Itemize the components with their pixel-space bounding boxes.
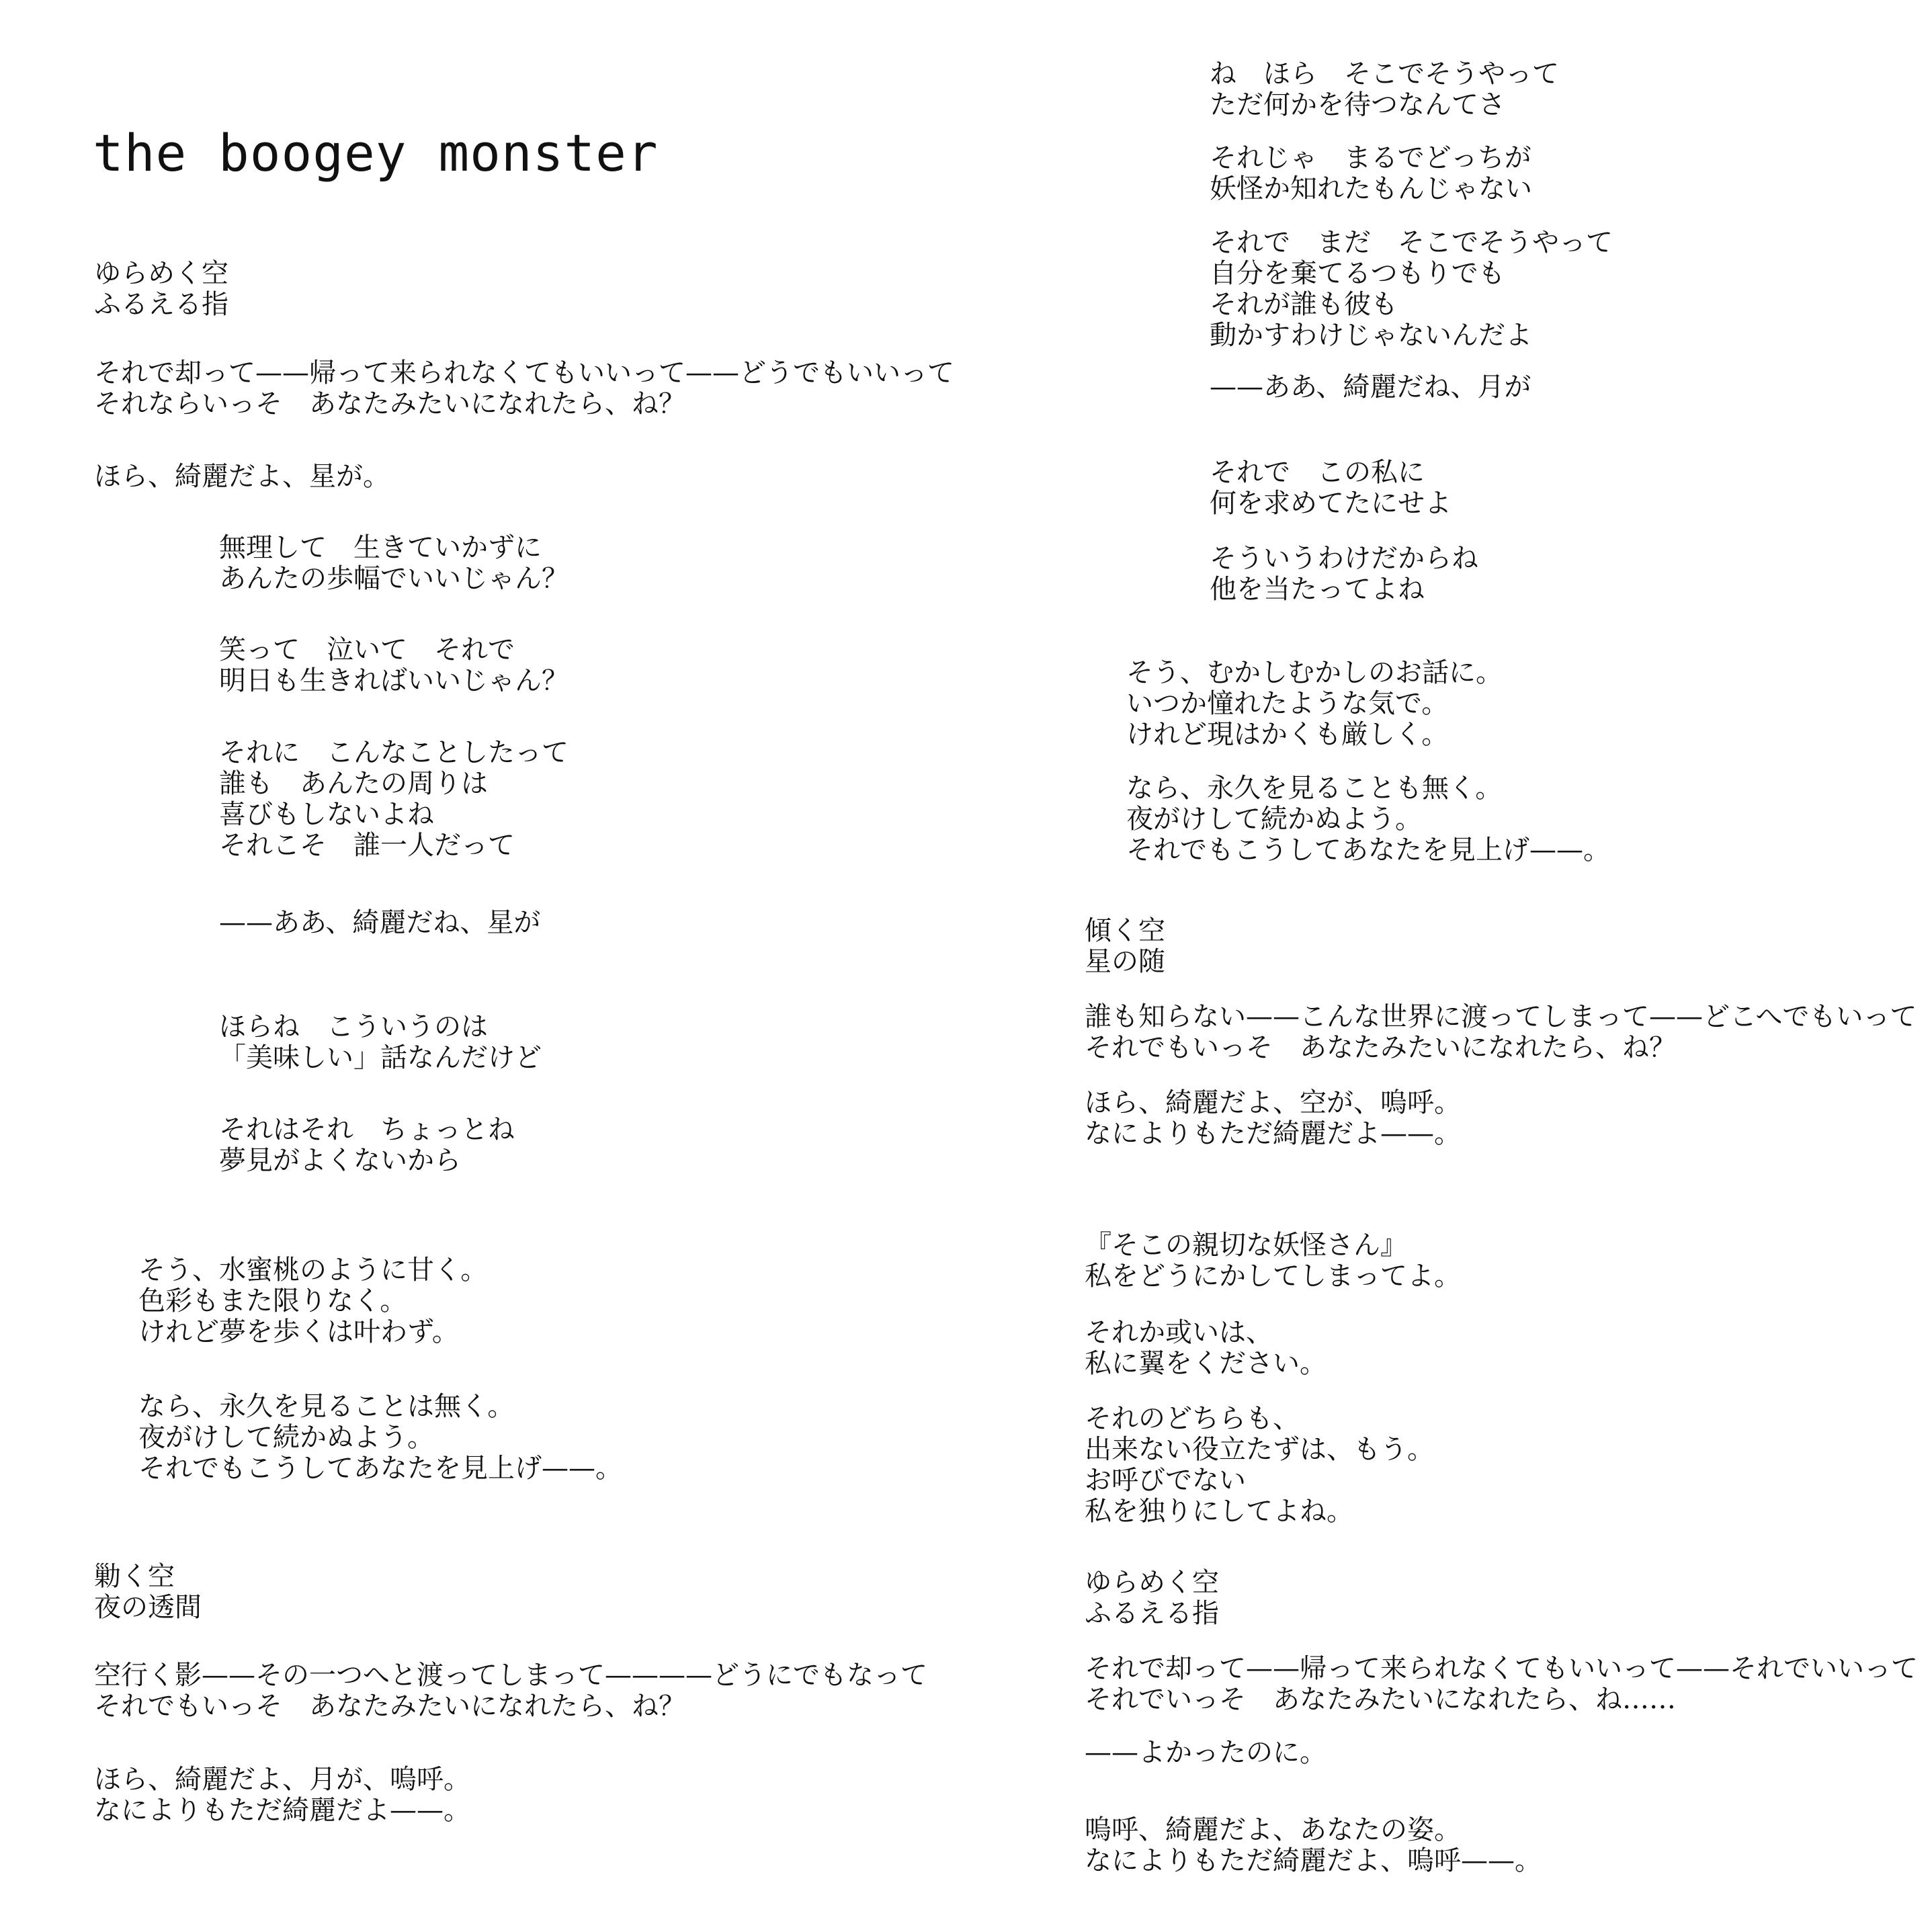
- lyric-line: 他を当たってよね: [1210, 574, 1425, 605]
- lyric-line: 喜びもしないよね: [219, 799, 434, 830]
- lyric-line: お呼びでない: [1085, 1465, 1246, 1496]
- lyric-line: なによりもただ綺麗だよ、嗚呼——。: [1085, 1845, 1542, 1876]
- lyric-line: それでもいっそ あなたみたいになれたら、ね？: [1085, 1032, 1676, 1063]
- left-stanza-3: [94, 461, 390, 492]
- lyric-line: そう、水蜜桃のように甘く。: [138, 1255, 488, 1286]
- lyric-line: ゆらめく空: [1085, 1567, 1219, 1598]
- lyric-line: ただ何かを待つなんてさ: [1210, 89, 1505, 120]
- lyric-line: 夜がけして続かぬよう。: [1126, 804, 1422, 835]
- lyric-line: ほら、綺麗だよ、月が、嗚呼。: [94, 1764, 470, 1795]
- lyric-line: それで まだ そこでそうやって: [1210, 227, 1613, 258]
- lyric-line: ——ああ、綺麗だね、月が: [1210, 372, 1531, 403]
- lyric-line: それか或いは、: [1085, 1317, 1273, 1348]
- lyric-line: 誰も あんたの周りは: [219, 768, 488, 799]
- lyric-line: 私に翼をください。: [1085, 1348, 1327, 1379]
- left-stanza-5: [219, 634, 569, 696]
- lyric-line: 出来ない役立たずは、もう。: [1085, 1434, 1434, 1465]
- right-stanza-14: [1085, 1403, 1434, 1527]
- lyric-line: なら、永久を見ることも無く。: [1126, 773, 1503, 804]
- lyric-line: ね ほら そこでそうやって: [1210, 58, 1559, 89]
- lyric-line: 笑って 泣いて それで: [219, 634, 515, 665]
- lyric-line: 星の随: [1085, 946, 1165, 977]
- right-stanza-17: [1085, 1737, 1327, 1768]
- lyric-line: それでもいっそ あなたみたいになれたら、ね？: [94, 1691, 685, 1722]
- lyric-line: 動かすわけじゃないんだよ: [1210, 320, 1532, 351]
- left-stanza-10: [138, 1255, 487, 1347]
- lyric-line: 自分を棄てるつもりでも: [1210, 258, 1505, 289]
- lyric-line: ほら、綺麗だよ、星が。: [94, 461, 390, 492]
- lyric-line: それで却って——帰って来られなくてもいいって——どうでもいいって: [94, 358, 954, 388]
- lyric-line: それで却って——帰って来られなくてもいいって——それでいいって: [1085, 1653, 1918, 1684]
- lyric-line: 私を独りにしてよね。: [1085, 1496, 1353, 1527]
- lyric-line: ——よかったのに。: [1085, 1737, 1327, 1768]
- right-stanza-16: [1085, 1653, 1918, 1715]
- right-stanza-15: [1085, 1567, 1219, 1629]
- right-stanza-11: [1085, 1087, 1461, 1149]
- lyric-line: ほらね こういうのは: [219, 1011, 488, 1042]
- lyric-line: 何を求めてたにせよ: [1210, 488, 1452, 519]
- right-stanza-7: [1126, 657, 1503, 750]
- lyric-line: そう、むかしむかしのお話に。: [1126, 657, 1503, 688]
- left-stanza-6: [219, 737, 569, 861]
- left-stanza-1: [94, 258, 228, 320]
- lyric-line: なら、永久を見ることは無く。: [138, 1391, 515, 1422]
- left-stanza-2: [94, 358, 954, 419]
- lyric-line: なによりもただ綺麗だよ——。: [1085, 1118, 1461, 1149]
- lyric-line: なによりもただ綺麗だよ——。: [94, 1795, 470, 1826]
- left-stanza-12: [94, 1561, 202, 1623]
- lyric-line: 夜がけして続かぬよう。: [138, 1422, 434, 1453]
- lyric-line: 明日も生きればいいじゃん？: [219, 665, 569, 696]
- lyric-line: それが誰も彼も: [1210, 289, 1398, 320]
- lyric-line: 傾く空: [1085, 915, 1165, 946]
- lyric-line: それはそれ ちょっとね: [219, 1114, 515, 1145]
- left-stanza-4: [219, 532, 569, 594]
- lyric-line: ——ああ、綺麗だね、星が: [219, 907, 541, 938]
- lyric-line: 夜の透間: [94, 1592, 202, 1623]
- lyric-line: 無理して 生きていかずに: [219, 532, 542, 563]
- left-stanza-9: [219, 1114, 515, 1176]
- lyric-line: それでもこうしてあなたを見上げ——。: [138, 1453, 622, 1484]
- lyric-line: 「美味しい」話なんだけど: [219, 1042, 542, 1073]
- lyric-line: 私をどうにかしてしまってよ。: [1085, 1261, 1461, 1292]
- lyric-line: 色彩もまた限りなく。: [138, 1286, 407, 1316]
- lyric-line: それでいっそ あなたみたいになれたら、ね……: [1085, 1684, 1676, 1715]
- lyric-line: 嗚呼、綺麗だよ、あなたの姿。: [1085, 1814, 1461, 1845]
- lyric-line: それならいっそ あなたみたいになれたら、ね？: [94, 388, 685, 419]
- right-stanza-2: [1210, 142, 1532, 204]
- lyric-line: 勦く空: [94, 1561, 175, 1592]
- lyric-line: それで この私に: [1210, 457, 1425, 488]
- left-stanza-13: [94, 1660, 927, 1722]
- lyric-line: 誰も知らない——こんな世界に渡ってしまって——どこへでもいって: [1085, 1001, 1917, 1032]
- right-stanza-10: [1085, 1001, 1917, 1063]
- left-stanza-11: [138, 1391, 622, 1484]
- left-stanza-14: [94, 1764, 470, 1826]
- right-stanza-6: [1210, 543, 1478, 605]
- right-stanza-18: [1085, 1814, 1542, 1876]
- right-stanza-8: [1126, 773, 1610, 866]
- lyric-line: それに こんなことしたって: [219, 737, 569, 768]
- lyric-line: あんたの歩幅でいいじゃん？: [219, 563, 569, 594]
- lyric-line: けれど夢を歩くは叶わず。: [138, 1316, 459, 1347]
- lyric-line: それこそ 誰一人だって: [219, 830, 515, 861]
- right-stanza-13: [1085, 1317, 1327, 1379]
- lyric-line: 夢見がよくないから: [219, 1145, 461, 1176]
- left-stanza-8: [219, 1011, 542, 1073]
- lyric-line: ほら、綺麗だよ、空が、嗚呼。: [1085, 1087, 1461, 1118]
- lyric-line: 空行く影——その一つへと渡ってしまって————どうにでもなって: [94, 1660, 927, 1691]
- lyric-line: それじゃ まるでどっちが: [1210, 142, 1531, 173]
- right-stanza-5: [1210, 457, 1452, 519]
- lyric-line: そういうわけだからね: [1210, 543, 1478, 574]
- lyric-line: ゆらめく空: [94, 258, 228, 289]
- left-stanza-7: [219, 907, 540, 938]
- page-title: the boogey monster: [93, 123, 659, 183]
- right-stanza-9: [1085, 915, 1165, 977]
- lyric-line: それのどちらも、: [1085, 1403, 1300, 1434]
- right-stanza-12: [1085, 1230, 1461, 1292]
- right-stanza-1: [1210, 58, 1559, 120]
- lyric-line: けれど現はかくも厳しく。: [1126, 719, 1449, 750]
- lyric-line: いつか憧れたような気で。: [1126, 688, 1449, 719]
- right-stanza-3: [1210, 227, 1613, 351]
- lyric-line: それでもこうしてあなたを見上げ——。: [1126, 835, 1610, 866]
- lyric-line: ふるえる指: [94, 289, 228, 320]
- lyric-line: ふるえる指: [1085, 1598, 1219, 1629]
- lyric-line: 妖怪か知れたもんじゃない: [1210, 173, 1532, 204]
- lyric-line: 『そこの親切な妖怪さん』: [1085, 1230, 1407, 1261]
- right-stanza-4: [1210, 372, 1531, 403]
